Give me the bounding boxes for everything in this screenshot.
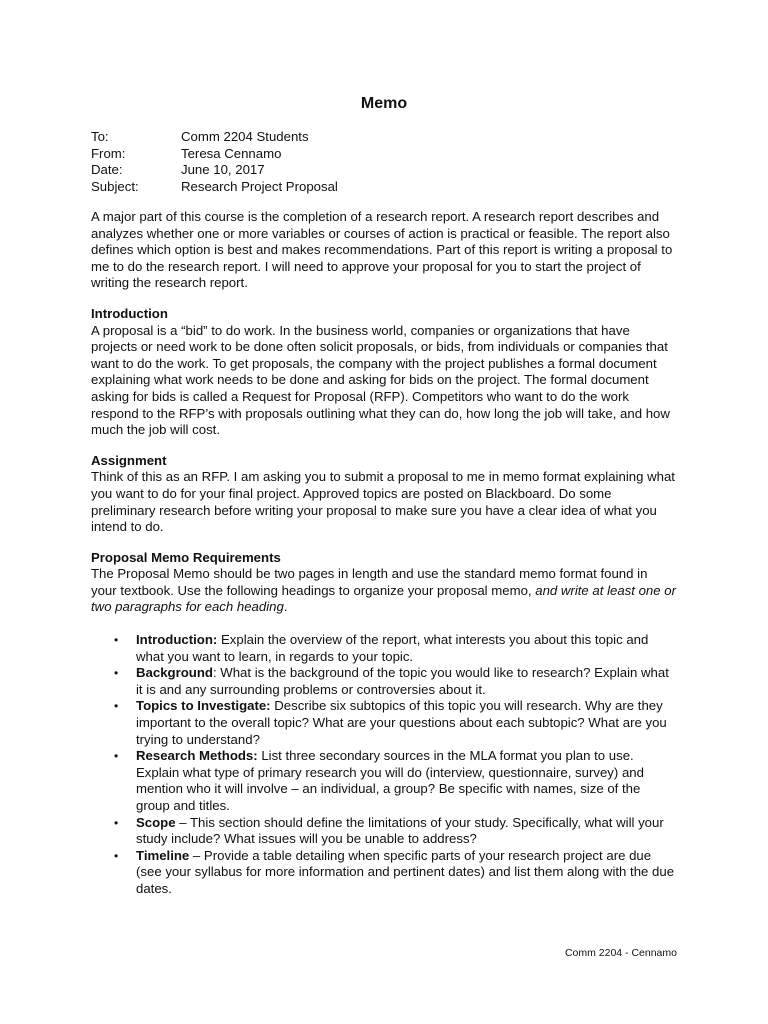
list-item-text: – This section should define the limitations of your study. Specifically, what will your study include? What issues will you be unable to address? [136,814,664,847]
from-value: Teresa Cennamo [181,145,282,161]
list-item-topics [91,698,676,748]
page-footer: Comm 2204 - Cennamo [564,947,677,959]
bullet-icon: • [114,848,119,863]
bullet-icon: • [114,633,119,648]
introduction-heading: Introduction [91,305,168,321]
requirements-heading: Proposal Memo Requirements [91,549,281,565]
subject-label: Subject: [91,178,139,194]
date-label: Date: [91,162,123,177]
memo-title: Memo [360,95,408,112]
subject-value: Research Project Proposal [181,178,338,194]
opening-section [91,209,676,292]
to-label: To: [91,129,109,144]
list-item-text: Describe six subtopics of this topic you will research. Why are they important to the overall topic? What are your questions about each subtopic? What are you trying to understand? [136,698,667,747]
memo-header [91,129,676,195]
list-item-text: List three secondary sources in the MLA format you plan to use. Explain what type of primary research you will do (interview, questionnaire, survey) and mention who it will involve – an individual, a group? Be specific with names, size of the group and titles. [136,748,644,813]
list-item-scope [91,815,676,848]
list-item-background [91,665,676,698]
date-value: June 10, 2017 [181,162,265,177]
assignment-section [91,453,676,536]
requirements-section [91,550,676,898]
list-item-term: Research Methods: [136,748,258,764]
list-item-introduction [91,632,676,665]
list-item-research-methods [91,748,676,814]
list-item-text: – Provide a table detailing when specific parts of your research project are due (see your syllabus for more information and pertinent dates) and list them along with the due dates. [136,847,675,896]
introduction-paragraph: A proposal is a “bid” to do work. In the business world, companies or organizations that have projects or need work to be done often solicit proposals, or bids, from individuals or companies that want to do the work. To get proposals, the company with the project publishes a formal document explaining what work needs to be done and asking for bids on the project. The formal document asking for bids is called a Request for Proposal (RFP). Competitors who want to do the work respond to the RFP’s with proposals outlining what they can do, how long the job will take, and how much the job will cost. [91,322,670,438]
memo-header-row-to [91,129,676,146]
opening-paragraph: A major part of this course is the completion of a research report. A research report describes and analyzes whether one or more variables or courses of action is practical or feasible. The report also defines which option is best and makes recommendations. Part of this report is writing a proposal to me to do the research report. I will need to approve your proposal for you to start the project of writing the research report. [91,209,673,291]
requirements-emphasis: and write at least one or two paragraphs for each heading [91,582,676,615]
assignment-heading: Assignment [91,452,167,468]
list-item-text: Explain the overview of the report, what interests you about this topic and what you want to learn, in regards to your topic. [136,632,649,664]
to-value: Comm 2204 Students [181,129,309,144]
list-item-term: Timeline [136,847,190,863]
list-item-text: : What is the background of the topic you would like to research? Explain what it is and any surrounding problems or controversies about it. [136,665,669,697]
memo-header-row-from [91,146,676,163]
list-item-term: Topics to Investigate: [136,698,271,714]
assignment-paragraph: Think of this as an RFP. I am asking you to submit a proposal to me in memo format explaining what you want to do for your final project. Approved topics are posted on Blackboard. Do some preliminary research before writing your proposal to make sure you have a clear idea of what you intend to do. [91,469,675,535]
requirements-list [91,632,676,898]
list-item-term: Background [136,665,213,681]
memo-body [91,129,676,898]
list-item-term: Introduction: [136,632,218,648]
introduction-section [91,306,676,439]
bullet-icon: • [114,699,119,714]
list-item-term: Scope [136,814,176,830]
memo-header-row-subject [91,179,676,196]
bullet-icon: • [114,666,119,681]
requirements-text-end: . [283,599,288,615]
bullet-icon: • [114,749,119,764]
memo-header-row-date [91,162,676,179]
requirements-paragraph [91,566,676,616]
list-item-timeline [91,848,676,898]
from-label: From: [91,145,126,161]
requirements-text: The Proposal Memo should be two pages in length and use the standard memo format found in your textbook. Use the following headings to organize your proposal memo, [91,566,648,598]
bullet-icon: • [114,815,119,830]
